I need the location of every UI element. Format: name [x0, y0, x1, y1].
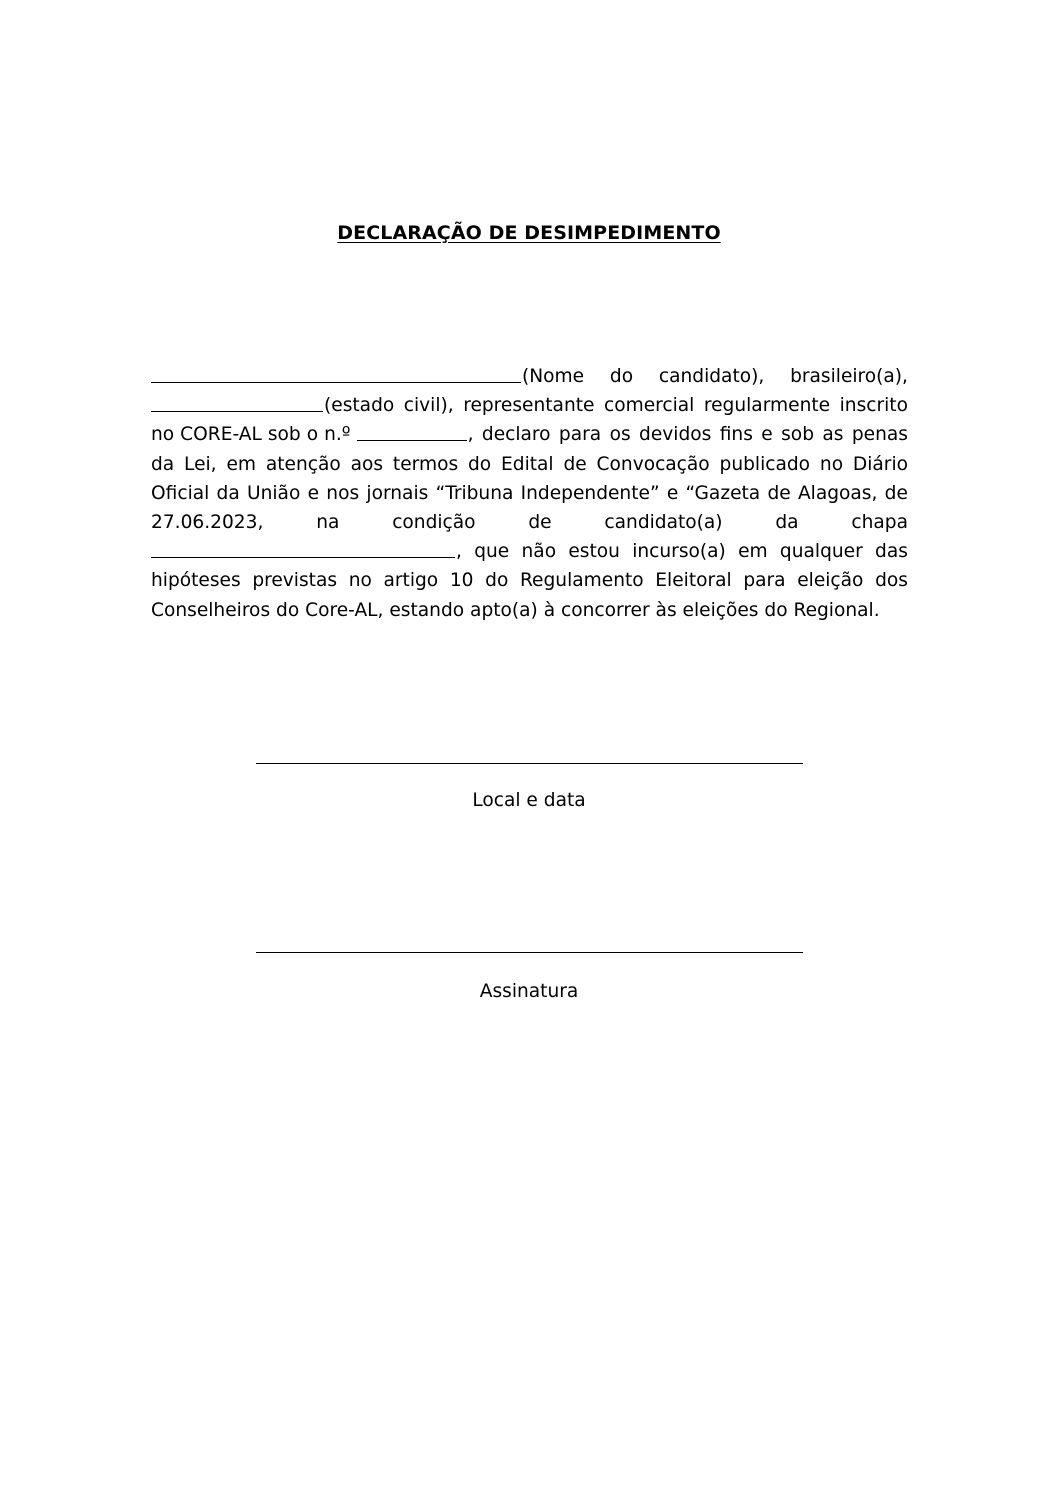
- word: ,: [456, 541, 462, 563]
- line3-suffix: [468, 420, 908, 449]
- word: aos: [350, 453, 384, 475]
- word: Edital: [501, 453, 554, 475]
- word: de: [528, 512, 552, 534]
- word: e: [307, 482, 320, 504]
- word: de: [884, 482, 908, 504]
- word: para: [558, 424, 602, 446]
- word: que: [474, 541, 510, 563]
- word: Convocação: [596, 453, 710, 475]
- word: Lei,: [184, 453, 217, 475]
- document-title: DECLARAÇÃO DE DESIMPEDIMENTO: [337, 222, 721, 244]
- word: e: [761, 424, 773, 446]
- word: n.º: [324, 424, 351, 446]
- word: no: [348, 570, 372, 592]
- word: em: [226, 453, 257, 475]
- signature-line[interactable]: [256, 952, 803, 953]
- word: União: [247, 482, 301, 504]
- word: inscrito: [839, 395, 908, 417]
- paragraph-line-3: [151, 420, 908, 449]
- word: “Tribuna: [435, 482, 514, 504]
- word: Eleitoral: [655, 570, 732, 592]
- word: da: [775, 512, 799, 534]
- word: incurso(a): [632, 541, 726, 563]
- word: condição: [392, 512, 476, 534]
- word: nos: [326, 482, 360, 504]
- word: Oficial: [151, 482, 210, 504]
- word: penas: [851, 424, 908, 446]
- word: do: [468, 453, 492, 475]
- word: publicado: [719, 453, 811, 475]
- word: CORE-AL: [180, 424, 262, 446]
- slate-name-blank[interactable]: [151, 537, 455, 558]
- word: das: [875, 541, 908, 563]
- word: Independente”: [520, 482, 660, 504]
- word: regularmente: [703, 395, 831, 417]
- word: de: [563, 453, 587, 475]
- word: da: [151, 453, 175, 475]
- word: da: [216, 482, 240, 504]
- word: os: [609, 424, 631, 446]
- word: no: [151, 424, 175, 446]
- word: do: [485, 570, 509, 592]
- paragraph-line-1: [151, 362, 908, 391]
- word: chapa: [851, 512, 908, 534]
- line7-words: [456, 537, 908, 566]
- line3-prefix: [151, 420, 351, 449]
- word: em: [738, 541, 768, 563]
- word: “Gazeta: [685, 482, 761, 504]
- word: candidato),: [658, 366, 765, 387]
- word: civil),: [403, 395, 454, 417]
- word: na: [316, 512, 340, 534]
- registration-number-blank[interactable]: [357, 420, 467, 441]
- line2-words: [324, 391, 908, 420]
- word: devidos: [639, 424, 712, 446]
- word: dos: [875, 570, 908, 592]
- word: artigo: [383, 570, 439, 592]
- word: (Nome: [522, 366, 585, 387]
- word: estou: [568, 541, 620, 563]
- word: (estado: [324, 395, 395, 417]
- word: do: [609, 366, 634, 387]
- marital-status-blank[interactable]: [151, 391, 323, 412]
- word: comercial: [604, 395, 695, 417]
- word: o: [306, 424, 319, 446]
- paragraph-line-7: [151, 537, 908, 566]
- paragraph-line-4: [151, 450, 908, 479]
- word: atenção: [265, 453, 341, 475]
- place-date-label: Local e data: [472, 790, 586, 811]
- word: representante: [463, 395, 595, 417]
- word: eleição: [797, 570, 864, 592]
- word: as: [822, 424, 844, 446]
- word: previstas: [252, 570, 338, 592]
- word: Regulamento: [519, 570, 644, 592]
- word: 10: [449, 570, 474, 592]
- word: sob: [267, 424, 301, 446]
- paragraph-line-2: [151, 391, 908, 420]
- paragraph-line-9: Conselheiros do Core-AL, estando apto(a) à concorrer às eleições do Regional.: [151, 599, 880, 621]
- word: no: [819, 453, 844, 475]
- word: hipóteses: [151, 570, 241, 592]
- paragraph-line-5: [151, 479, 908, 508]
- word: de: [767, 482, 791, 504]
- word: jornais: [366, 482, 429, 504]
- word: não: [521, 541, 557, 563]
- word: declaro: [481, 424, 551, 446]
- word: qualquer: [779, 541, 863, 563]
- word: termos: [392, 453, 459, 475]
- paragraph-line-6: [151, 508, 908, 537]
- word: para: [743, 570, 786, 592]
- line1-words: [522, 362, 908, 391]
- word: 27.06.2023,: [151, 512, 264, 534]
- word: brasileiro(a),: [790, 366, 908, 387]
- candidate-name-blank[interactable]: [151, 362, 521, 383]
- paragraph-line-8: [151, 566, 908, 595]
- word: fins: [719, 424, 753, 446]
- word: Diário: [852, 453, 908, 475]
- place-date-signature-line[interactable]: [256, 763, 803, 764]
- declaration-paragraph: [151, 362, 908, 625]
- word: candidato(a): [604, 512, 723, 534]
- signature-label: Assinatura: [479, 981, 579, 1002]
- word: sob: [781, 424, 814, 446]
- word: e: [666, 482, 679, 504]
- word: Alagoas,: [797, 482, 878, 504]
- word: ,: [467, 424, 474, 446]
